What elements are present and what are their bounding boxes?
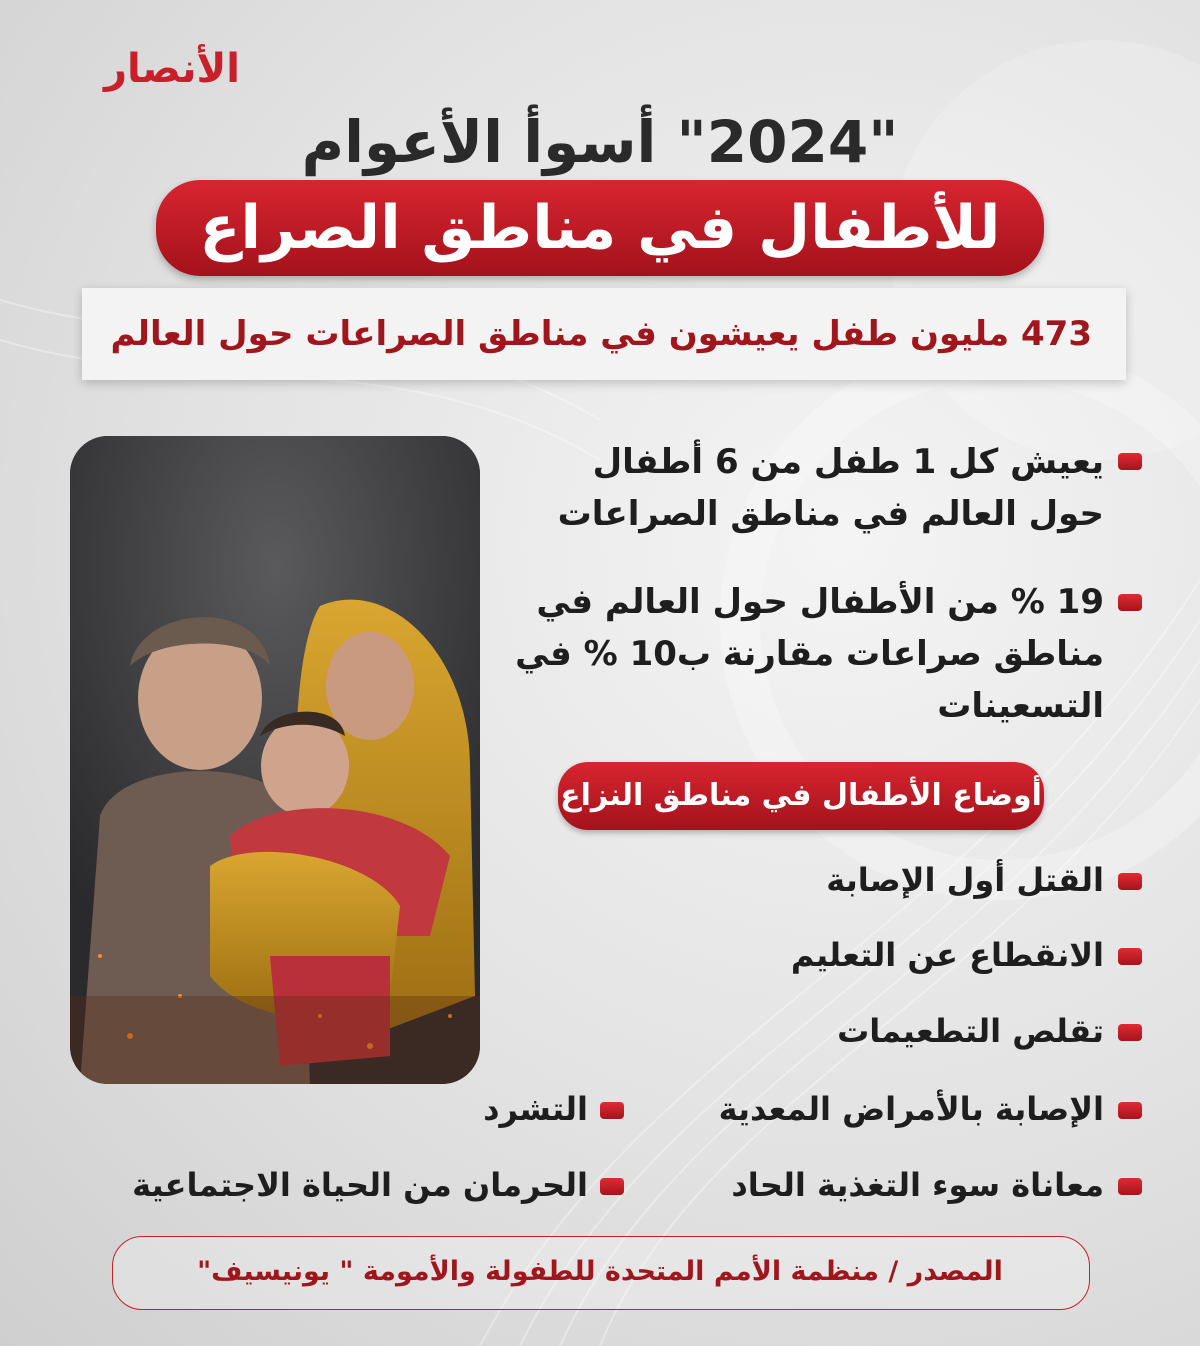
- bullet-icon: [1118, 453, 1142, 470]
- condition-item: الحرمان من الحياة الاجتماعية: [132, 1166, 588, 1204]
- section-title: أوضاع الأطفال في مناطق النزاع: [560, 778, 1042, 813]
- condition-item: الانقطاع عن التعليم: [790, 936, 1104, 974]
- condition-item: التشرد: [483, 1090, 588, 1128]
- fact-1: [504, 436, 1104, 540]
- fact-2-line-2: مناطق صراعات مقارنة ب10 % في: [515, 634, 1104, 674]
- bullet-icon: [1118, 1102, 1142, 1119]
- bullet-icon: [1118, 594, 1142, 611]
- source-text: المصدر / منظمة الأمم المتحدة للطفولة والأمومة " يونيسيف": [197, 1256, 1003, 1287]
- condition-item: القتل أول الإصابة: [826, 861, 1104, 899]
- page-title: "2024" أسوأ الأعوام: [301, 108, 899, 176]
- fact-2-line-3: التسعينات: [937, 686, 1104, 726]
- page-title-highlight: للأطفال في مناطق الصراع: [199, 193, 1001, 263]
- children-photo: [70, 436, 480, 1084]
- condition-item: معاناة سوء التغذية الحاد: [731, 1166, 1104, 1204]
- bullet-icon: [1118, 1178, 1142, 1195]
- bullet-icon: [600, 1102, 624, 1119]
- bullet-icon: [1118, 1024, 1142, 1041]
- brand-logo: [92, 44, 252, 100]
- bullet-icon: [1118, 948, 1142, 965]
- bullet-icon: [1118, 873, 1142, 890]
- bullet-icon: [600, 1178, 624, 1195]
- fact-2-line-1: 19 % من الأطفال حول العالم في: [536, 582, 1104, 622]
- fact-1-line-2: حول العالم في مناطق الصراعات: [557, 494, 1104, 534]
- logo-text: الأنصار: [104, 46, 240, 92]
- fact-1-line-1: يعيش كل 1 طفل من 6 أطفال: [592, 442, 1104, 482]
- fact-2: [504, 576, 1104, 732]
- condition-item: الإصابة بالأمراض المعدية: [718, 1090, 1104, 1128]
- subtitle-text: 473 مليون طفل يعيشون في مناطق الصراعات حول العالم: [110, 314, 1092, 354]
- condition-item: تقلص التطعيمات: [837, 1012, 1104, 1050]
